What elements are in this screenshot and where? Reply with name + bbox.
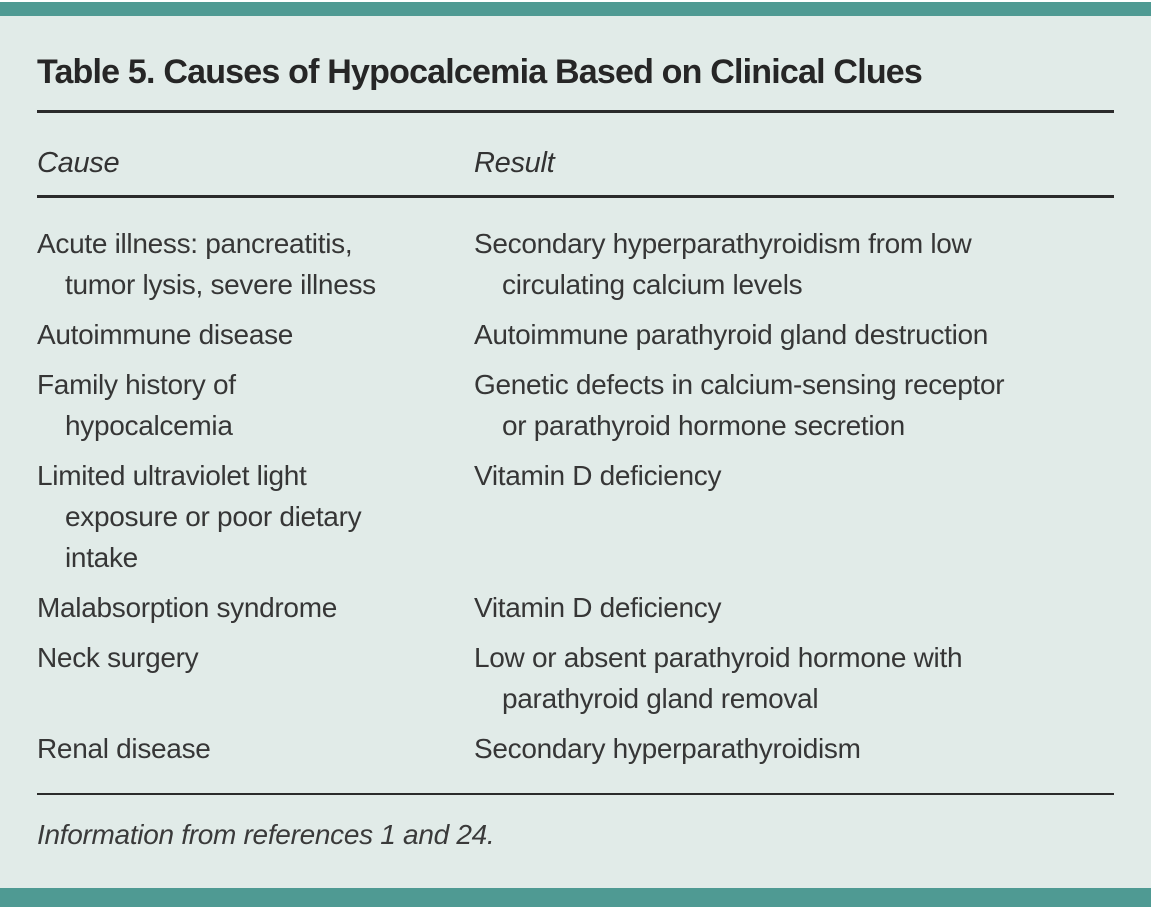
top-accent-bar	[0, 2, 1151, 16]
cause-cell	[37, 728, 474, 769]
result-line: Vitamin D deficiency	[474, 460, 722, 492]
result-line: Vitamin D deficiency	[474, 592, 722, 624]
bottom-divider	[37, 793, 1114, 795]
table-row	[37, 223, 1114, 305]
table-row	[37, 637, 1114, 719]
table-footnote: Information from references 1 and 24.	[37, 819, 495, 851]
cause-line: Renal disease	[37, 733, 211, 765]
column-header-cause: Cause	[37, 147, 120, 180]
table-row	[37, 314, 1114, 355]
cause-line: Autoimmune disease	[37, 319, 294, 351]
result-line: Low or absent parathyroid hormone with	[474, 642, 963, 674]
result-line: or parathyroid hormone secretion	[502, 410, 905, 442]
title-divider	[37, 110, 1114, 113]
column-headers	[37, 147, 1114, 180]
table-row	[37, 455, 1114, 578]
result-cell	[474, 455, 1114, 578]
cause-line: Malabsorption syndrome	[37, 592, 337, 624]
result-cell	[474, 587, 1114, 628]
cause-cell	[37, 455, 474, 578]
cause-cell	[37, 314, 474, 355]
cause-line: Neck surgery	[37, 642, 199, 674]
cause-cell	[37, 587, 474, 628]
result-line: Secondary hyperparathyroidism from low	[474, 228, 972, 260]
column-header-result: Result	[474, 147, 555, 180]
result-line: circulating calcium levels	[502, 269, 803, 301]
table-content	[37, 16, 1114, 851]
result-cell	[474, 223, 1114, 305]
result-line: Secondary hyperparathyroidism	[474, 733, 861, 765]
table-body	[37, 223, 1114, 769]
cause-cell	[37, 364, 474, 446]
cause-line: Limited ultraviolet light	[37, 460, 307, 492]
result-cell	[474, 314, 1114, 355]
result-line: Genetic defects in calcium-sensing receptor	[474, 369, 1005, 401]
result-cell	[474, 364, 1114, 446]
result-cell	[474, 637, 1114, 719]
result-cell	[474, 728, 1114, 769]
cause-line: Acute illness: pancreatitis,	[37, 228, 353, 260]
result-line: parathyroid gland removal	[502, 683, 819, 715]
cause-cell	[37, 223, 474, 305]
cause-line: exposure or poor dietary	[65, 501, 362, 533]
table-row	[37, 728, 1114, 769]
cause-line: intake	[65, 542, 138, 574]
table-row	[37, 364, 1114, 446]
table-title: Table 5. Causes of Hypocalcemia Based on Clinical Clues	[37, 53, 923, 91]
cause-cell	[37, 637, 474, 719]
cause-line: hypocalcemia	[65, 410, 233, 442]
header-divider	[37, 195, 1114, 198]
cause-line: tumor lysis, severe illness	[65, 269, 376, 301]
bottom-accent-bar	[0, 888, 1151, 907]
cause-line: Family history of	[37, 369, 236, 401]
result-line: Autoimmune parathyroid gland destruction	[474, 319, 989, 351]
table-row	[37, 587, 1114, 628]
